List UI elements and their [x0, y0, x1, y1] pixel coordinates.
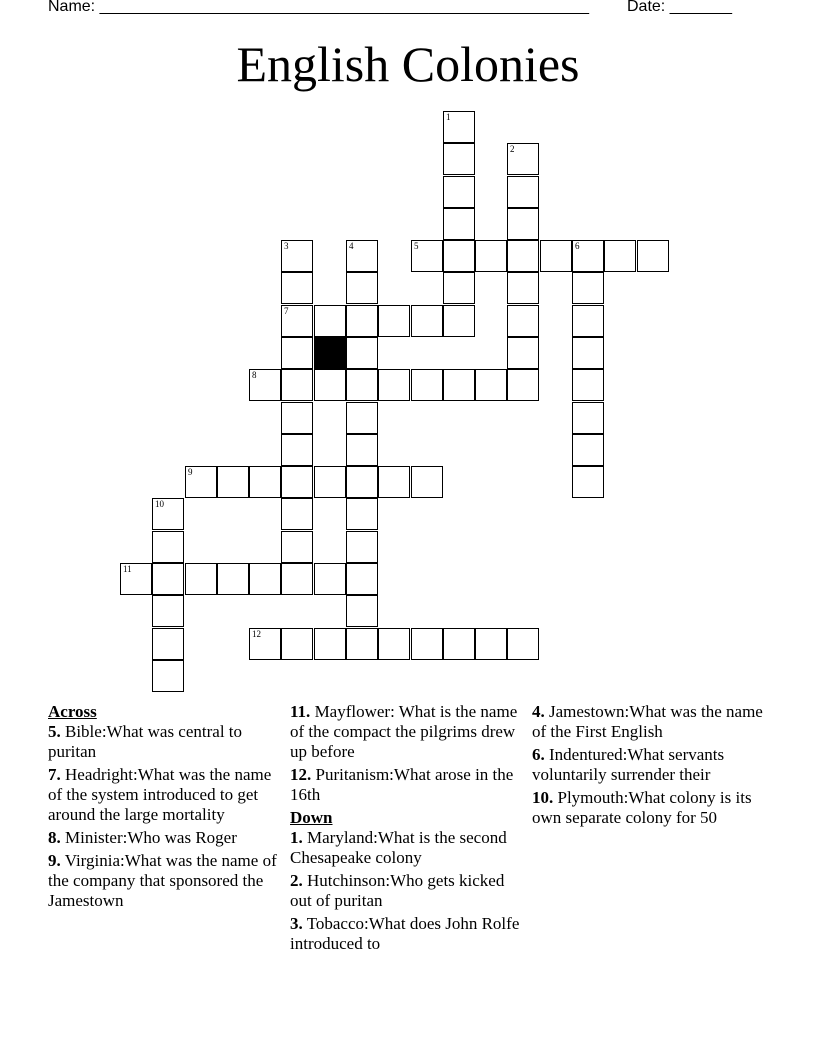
- grid-cell[interactable]: [411, 466, 443, 498]
- down-heading: Down: [290, 808, 333, 827]
- clues-column-1: [48, 702, 280, 914]
- grid-cell[interactable]: [281, 466, 313, 498]
- grid-cell[interactable]: [572, 337, 604, 369]
- grid-cell[interactable]: [572, 402, 604, 434]
- grid-cell[interactable]: [378, 466, 410, 498]
- grid-cell[interactable]: [281, 305, 313, 337]
- down-clue-6: 6. Indentured:What servants voluntarily surrender their: [532, 745, 725, 784]
- grid-cell[interactable]: [346, 337, 378, 369]
- grid-cell[interactable]: [507, 628, 539, 660]
- down-clue-2: 2. Hutchinson:Who gets kicked out of puritan: [290, 871, 505, 910]
- grid-cell[interactable]: [281, 531, 313, 563]
- grid-cell[interactable]: [507, 176, 539, 208]
- grid-cell[interactable]: [281, 628, 313, 660]
- grid-cell[interactable]: [346, 628, 378, 660]
- grid-cell[interactable]: [152, 595, 184, 627]
- date-field-label: Date: _______: [627, 0, 732, 15]
- grid-cell[interactable]: [378, 305, 410, 337]
- clue-number: 12: [252, 629, 261, 639]
- grid-cell[interactable]: [249, 369, 281, 401]
- grid-cell[interactable]: [443, 628, 475, 660]
- grid-cell[interactable]: [443, 369, 475, 401]
- grid-cell[interactable]: [152, 531, 184, 563]
- grid-cell[interactable]: [443, 240, 475, 272]
- grid-cell[interactable]: [281, 402, 313, 434]
- grid-cell[interactable]: [475, 240, 507, 272]
- grid-cell[interactable]: [346, 305, 378, 337]
- grid-cell[interactable]: [346, 240, 378, 272]
- across-clue-8: 8. Minister:Who was Roger: [48, 828, 237, 847]
- grid-cell[interactable]: [152, 563, 184, 595]
- grid-cell[interactable]: [507, 240, 539, 272]
- grid-cell[interactable]: [443, 208, 475, 240]
- grid-cell[interactable]: [249, 628, 281, 660]
- grid-cell[interactable]: [443, 143, 475, 175]
- grid-cell[interactable]: [185, 466, 217, 498]
- clue-number: 5: [414, 241, 419, 251]
- grid-cell[interactable]: [185, 563, 217, 595]
- clue-number: 1: [446, 112, 451, 122]
- grid-cell[interactable]: [507, 143, 539, 175]
- clue-number: 6: [575, 241, 580, 251]
- grid-cell[interactable]: [637, 240, 669, 272]
- clue-number: 8: [252, 370, 257, 380]
- down-clue-1: 1. Maryland:What is the second Chesapeake colony: [290, 828, 507, 867]
- grid-cell[interactable]: [314, 369, 346, 401]
- grid-cell[interactable]: [507, 337, 539, 369]
- grid-cell[interactable]: [475, 628, 507, 660]
- grid-cell[interactable]: [507, 369, 539, 401]
- clue-number: 11: [123, 564, 132, 574]
- grid-cell[interactable]: [346, 402, 378, 434]
- grid-cell[interactable]: [217, 563, 249, 595]
- grid-cell[interactable]: [152, 660, 184, 692]
- clue-number: 7: [284, 306, 289, 316]
- name-field-label: Name: _______________________________________________________: [48, 0, 589, 15]
- grid-cell[interactable]: [411, 240, 443, 272]
- grid-cell[interactable]: [411, 305, 443, 337]
- grid-cell[interactable]: [152, 498, 184, 530]
- grid-cell[interactable]: [314, 466, 346, 498]
- grid-cell[interactable]: [281, 369, 313, 401]
- grid-cell[interactable]: [314, 563, 346, 595]
- grid-cell[interactable]: [346, 595, 378, 627]
- grid-cell[interactable]: [378, 628, 410, 660]
- grid-cell[interactable]: [507, 208, 539, 240]
- down-clue-10: 10. Plymouth:What colony is its own separate colony for 50: [532, 788, 752, 827]
- clues-column-2: [290, 702, 522, 957]
- grid-cell[interactable]: [249, 466, 281, 498]
- grid-cell[interactable]: [346, 466, 378, 498]
- puzzle-title: English Colonies: [236, 36, 580, 92]
- grid-cell[interactable]: [217, 466, 249, 498]
- down-clue-3: 3. Tobacco:What does John Rolfe introduced to: [290, 914, 520, 953]
- across-clue-11: 11. Mayflower: What is the name of the compact the pilgrims drew up before: [290, 702, 518, 761]
- grid-cell[interactable]: [346, 272, 378, 304]
- grid-cell[interactable]: [281, 563, 313, 595]
- grid-cell[interactable]: [152, 628, 184, 660]
- grid-cell[interactable]: [572, 240, 604, 272]
- grid-cell[interactable]: [281, 240, 313, 272]
- grid-cell[interactable]: [120, 563, 152, 595]
- across-clue-5: 5. Bible:What was central to puritan: [48, 722, 243, 761]
- grid-cell[interactable]: [443, 272, 475, 304]
- grid-cell[interactable]: [475, 369, 507, 401]
- clue-number: 2: [510, 144, 515, 154]
- grid-cell[interactable]: [540, 240, 572, 272]
- clue-number: 4: [349, 241, 354, 251]
- grid-cell[interactable]: [411, 628, 443, 660]
- grid-cell[interactable]: [572, 434, 604, 466]
- blocked-cell: [314, 337, 346, 369]
- grid-cell[interactable]: [604, 240, 636, 272]
- grid-cell[interactable]: [249, 563, 281, 595]
- across-clue-7: 7. Headright:What was the name of the system introduced to get around the large mortality: [48, 765, 272, 824]
- grid-cell[interactable]: [346, 563, 378, 595]
- grid-cell[interactable]: [572, 272, 604, 304]
- grid-cell[interactable]: [572, 466, 604, 498]
- grid-cell[interactable]: [572, 305, 604, 337]
- grid-cell[interactable]: [281, 337, 313, 369]
- grid-cell[interactable]: [411, 369, 443, 401]
- grid-cell[interactable]: [314, 305, 346, 337]
- clue-number: 9: [188, 467, 193, 477]
- grid-cell[interactable]: [281, 272, 313, 304]
- grid-cell[interactable]: [572, 369, 604, 401]
- grid-cell[interactable]: [346, 369, 378, 401]
- grid-cell[interactable]: [443, 176, 475, 208]
- clues-column-3: [532, 702, 768, 831]
- grid-cell[interactable]: [281, 498, 313, 530]
- clue-number: 10: [155, 499, 164, 509]
- grid-cell[interactable]: [507, 305, 539, 337]
- across-clue-9: 9. Virginia:What was the name of the company that sponsored the Jamestown: [48, 851, 277, 910]
- grid-cell[interactable]: [443, 305, 475, 337]
- across-heading: Across: [48, 702, 97, 721]
- grid-cell[interactable]: [507, 272, 539, 304]
- grid-cell[interactable]: [346, 498, 378, 530]
- down-clue-4: 4. Jamestown:What was the name of the First English: [532, 702, 763, 741]
- clue-number: 3: [284, 241, 289, 251]
- grid-cell[interactable]: [443, 111, 475, 143]
- across-clue-12: 12. Puritanism:What arose in the 16th: [290, 765, 514, 804]
- grid-cell[interactable]: [346, 531, 378, 563]
- grid-cell[interactable]: [314, 628, 346, 660]
- grid-cell[interactable]: [346, 434, 378, 466]
- grid-cell[interactable]: [281, 434, 313, 466]
- grid-cell[interactable]: [378, 369, 410, 401]
